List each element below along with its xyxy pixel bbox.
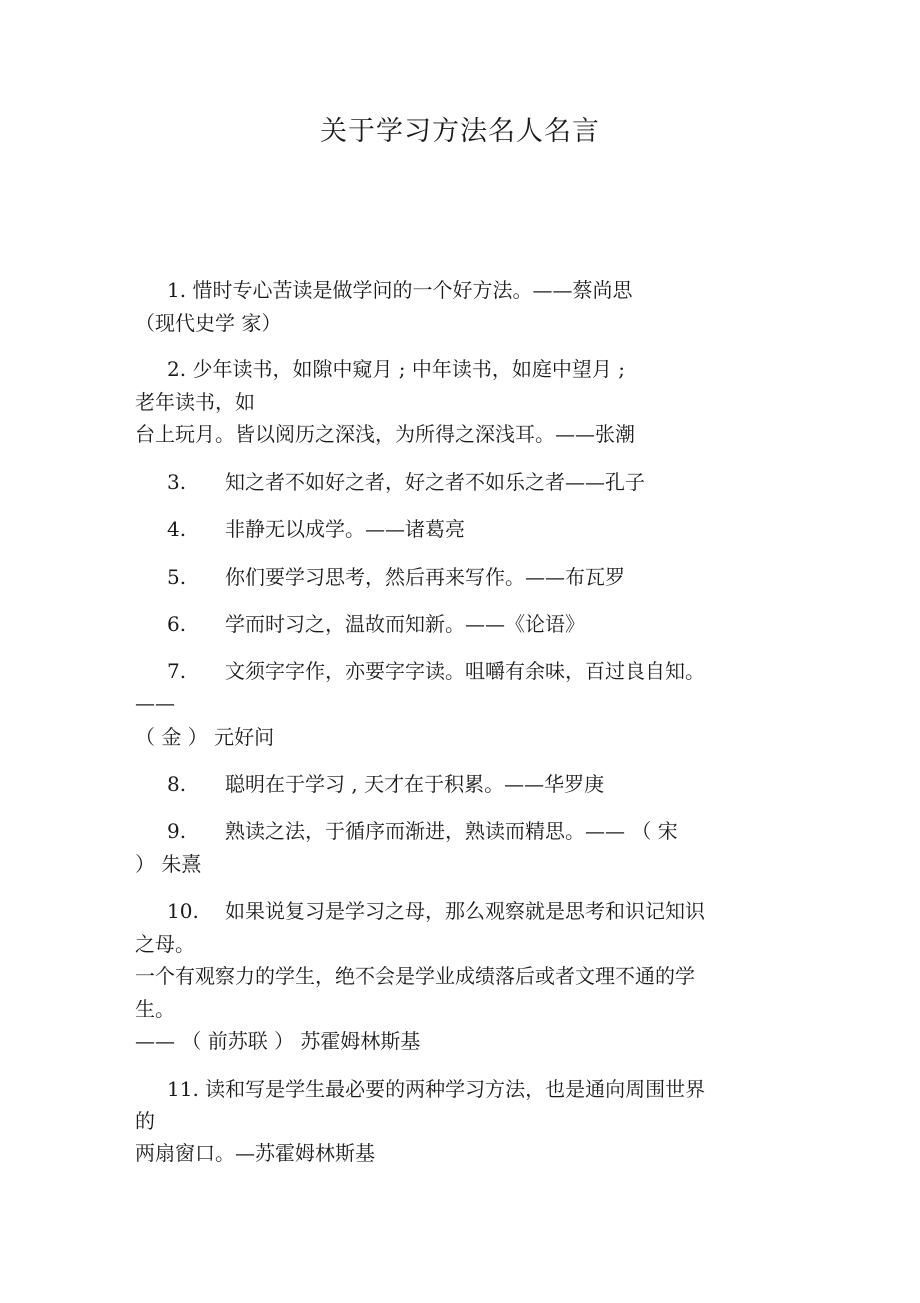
quote-number: 10. [167, 899, 199, 923]
quote-text: 如果说复习是学习之母，那么观察就是思考和识记知识 [225, 899, 705, 923]
quote-number: 4. [167, 517, 187, 541]
quote-line: 1. 惜时专心苦读是做学问的一个好方法。——蔡尚思 [167, 278, 633, 302]
quote-text: 知之者不如好之者，好之者不如乐之者——孔子 [225, 470, 645, 494]
quote-line: —— （ 前苏联 ） 苏霍姆林斯基 [135, 1029, 421, 1053]
quote-line: 11. 读和写是学生最必要的两种学习方法，也是通向周围世界 [167, 1077, 706, 1101]
quote-line: ） 朱熹 [135, 852, 202, 876]
quote-text: 非静无以成学。——诸葛亮 [225, 517, 465, 541]
quote-text: 你们要学习思考，然后再来写作。——布瓦罗 [225, 565, 625, 589]
quote-line: （现代史学 家） [135, 311, 282, 335]
quote-line: 的 [135, 1109, 155, 1133]
quote-line: 之母。 [135, 932, 195, 956]
quote-text: 学而时习之，温故而知新。——《论语》 [225, 612, 585, 636]
quote-line: 2. 少年读书，如隙中窥月 ; 中年读书，如庭中望月 ; [167, 357, 625, 381]
quote-number: 5. [167, 565, 187, 589]
page-title: 关于学习方法名人名言 [320, 116, 600, 147]
quote-line: 生。 [135, 997, 175, 1021]
quote-line: 老年读书，如 [135, 390, 255, 414]
quote-number: 8. [167, 772, 187, 796]
quote-line: （ 金 ） 元好问 [135, 725, 275, 749]
quote-line: 台上玩月。皆以阅历之深浅，为所得之深浅耳。——张潮 [135, 422, 635, 446]
quote-text: 聪明在于学习 , 天才在于积累。——华罗庚 [225, 772, 605, 796]
quote-number: 3. [167, 470, 187, 494]
quote-line: 两扇窗口。—苏霍姆林斯基 [135, 1141, 375, 1165]
quote-text: 文须字字作，亦要字字读。咀嚼有余味，百过良自知。 [225, 659, 705, 683]
quote-line: —— [135, 691, 175, 715]
quote-number: 9. [167, 819, 187, 843]
quote-number: 6. [167, 612, 187, 636]
quote-line: 一个有观察力的学生，绝不会是学业成绩落后或者文理不通的学 [135, 964, 695, 988]
quote-text: 熟读之法，于循序而渐进，熟读而精思。—— （ 宋 [225, 819, 678, 843]
quote-number: 7. [167, 659, 187, 683]
